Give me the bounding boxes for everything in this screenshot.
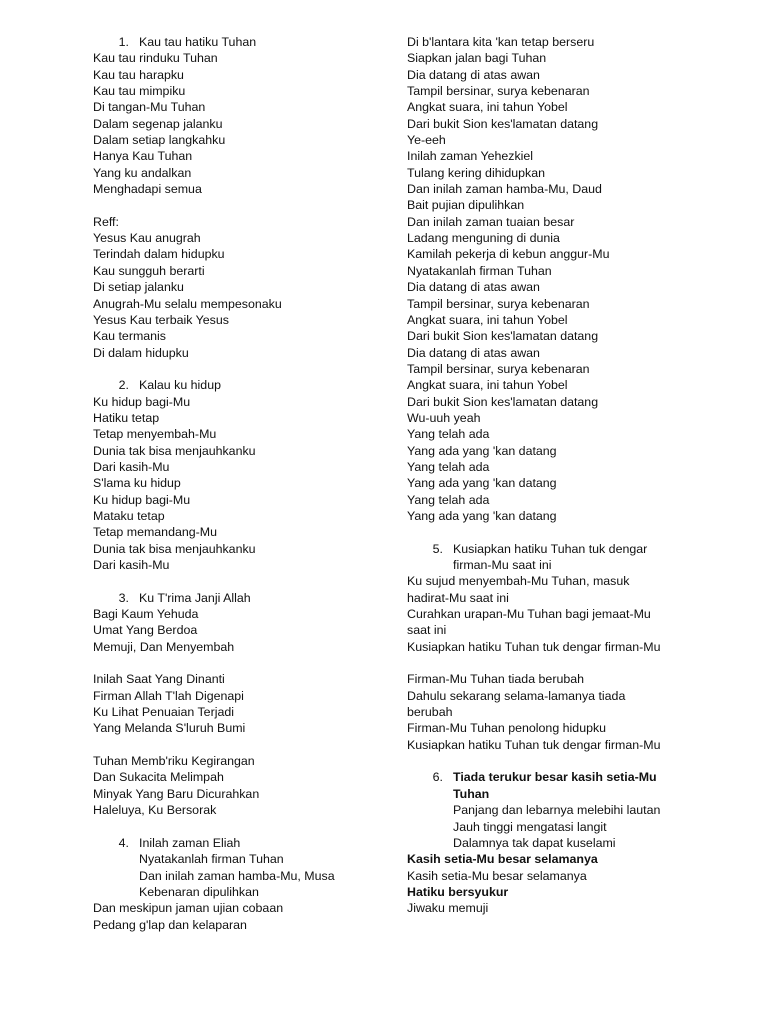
lyric-line: Tetap memandang-Mu	[93, 525, 217, 540]
lyric-line: Yang Melanda S'luruh Bumi	[93, 721, 246, 736]
lyric-line: Dunia tak bisa menjauhkanku	[93, 541, 256, 556]
lyric-line: Siapkan jalan bagi Tuhan	[407, 51, 547, 66]
song-title: Inilah zaman Eliah	[139, 835, 241, 850]
lyric-line: Wu-uuh yeah	[407, 410, 481, 425]
lyric-line: Ku sujud menyembah-Mu Tuhan, masuk	[407, 574, 630, 589]
lyric-line: Yang telah ada	[407, 492, 490, 507]
chorus-line: Hatiku bersyukur	[407, 884, 509, 899]
lyric-line: Memuji, Dan Menyembah	[93, 639, 235, 654]
lyric-line: Yang telah ada	[407, 459, 490, 474]
chorus-line: Kasih setia-Mu besar selamanya	[407, 852, 598, 867]
lyric-line: Dari bukit Sion kes'lamatan datang	[407, 116, 599, 131]
lyric-line: Tampil bersinar, surya kebenaran	[407, 361, 590, 376]
song-title: Kalau ku hidup	[139, 378, 221, 393]
song-number: 5.	[432, 541, 443, 556]
song-title: Kusiapkan hatiku Tuhan tuk dengar	[453, 541, 648, 556]
song-title: Ku T'rima Janji Allah	[139, 590, 251, 605]
song-number: 1.	[118, 35, 129, 49]
lyric-line: saat ini	[407, 623, 447, 638]
lyric-line: S'lama ku hidup	[93, 476, 181, 491]
lyric-line: Tulang kering dihidupkan	[407, 165, 545, 180]
song-2-heading	[93, 377, 393, 393]
lyric-line: Firman-Mu Tuhan penolong hidupku	[407, 721, 607, 736]
song-number: 6.	[432, 770, 443, 785]
lyric-line: Panjang dan lebarnya melebihi lautan	[453, 803, 661, 818]
lyric-line: Ye-eeh	[407, 133, 446, 148]
lyric-line: Yang ku andalkan	[93, 165, 192, 180]
lyric-line: Inilah zaman Yehezkiel	[407, 149, 534, 164]
lyric-line: Dalamnya tak dapat kuselami	[453, 835, 616, 850]
lyric-line: Firman Allah T'lah Digenapi	[93, 688, 244, 703]
song-5-heading	[407, 541, 707, 557]
lyric-line: Hatiku tetap	[93, 410, 160, 425]
lyric-line: Terindah dalam hidupku	[93, 247, 225, 262]
lyric-line: Dari kasih-Mu	[93, 459, 170, 474]
lyric-line: Yang telah ada	[407, 427, 490, 442]
lyric-line: Dia datang di atas awan	[407, 280, 540, 295]
lyric-line: Kusiapkan hatiku Tuhan tuk dengar firman-Mu	[407, 639, 661, 654]
song-1-heading	[93, 34, 393, 50]
lyric-line: Jauh tinggi mengatasi langit	[453, 819, 607, 834]
lyric-line: Ku hidup bagi-Mu	[93, 492, 191, 507]
song-number: 2.	[118, 378, 129, 393]
lyric-line: Firman-Mu Tuhan tiada berubah	[407, 672, 585, 687]
chorus-line: Kasih setia-Mu besar selamanya	[407, 868, 587, 883]
lyric-line: Angkat suara, ini tahun Yobel	[407, 100, 568, 115]
lyric-line: Angkat suara, ini tahun Yobel	[407, 378, 568, 393]
lyric-line: Bait pujian dipulihkan	[407, 198, 525, 213]
lyric-line: Menghadapi semua	[93, 182, 202, 197]
lyric-line: Kau tau harapku	[93, 67, 184, 82]
lyric-line: Di tangan-Mu Tuhan	[93, 100, 206, 115]
lyric-line: Kau tau mimpiku	[93, 84, 186, 99]
left-column	[93, 34, 393, 933]
song-number: 3.	[118, 590, 129, 605]
lyric-line: Angkat suara, ini tahun Yobel	[407, 312, 568, 327]
lyric-line: Kau sungguh berarti	[93, 263, 205, 278]
lyric-line: Inilah Saat Yang Dinanti	[93, 672, 225, 687]
lyric-line: Di b'lantara kita 'kan tetap berseru	[407, 35, 595, 49]
song-3-heading	[93, 590, 393, 606]
lyric-line: Pedang g'lap dan kelaparan	[93, 917, 247, 932]
lyric-line: Anugrah-Mu selalu mempesonaku	[93, 296, 282, 311]
lyric-line: Dan Sukacita Melimpah	[93, 770, 224, 785]
lyric-line: Kamilah pekerja di kebun anggur-Mu	[407, 247, 610, 262]
lyric-line: Dan inilah zaman hamba-Mu, Daud	[407, 182, 602, 197]
lyric-line: berubah	[407, 705, 453, 720]
song-title: Kau tau hatiku Tuhan	[139, 35, 257, 49]
lyric-line: Curahkan urapan-Mu Tuhan bagi jemaat-Mu	[407, 607, 651, 622]
lyric-line: Ladang menguning di dunia	[407, 231, 560, 246]
lyric-line: Kusiapkan hatiku Tuhan tuk dengar firman-Mu	[407, 737, 661, 752]
lyric-line: Kau tau rinduku Tuhan	[93, 51, 218, 66]
lyric-line: Minyak Yang Baru Dicurahkan	[93, 786, 260, 801]
song-title-continued: firman-Mu saat ini	[453, 558, 552, 572]
song-title: Tiada terukur besar kasih setia-Mu	[453, 770, 657, 785]
song-6-heading	[407, 769, 707, 785]
lyric-line: Dari kasih-Mu	[93, 558, 170, 572]
lyric-line: Tuhan Memb'riku Kegirangan	[93, 754, 255, 769]
lyric-line: hadirat-Mu saat ini	[407, 590, 509, 605]
lyric-line: Umat Yang Berdoa	[93, 623, 198, 638]
lyric-line: Dunia tak bisa menjauhkanku	[93, 443, 256, 458]
lyric-line: Haleluya, Ku Bersorak	[93, 803, 217, 818]
lyric-line: Yang ada yang 'kan datang	[407, 443, 557, 458]
lyric-line: Tampil bersinar, surya kebenaran	[407, 84, 590, 99]
lyric-line: Mataku tetap	[93, 508, 165, 523]
lyric-line: Dalam setiap langkahku	[93, 133, 226, 148]
lyric-line: Kebenaran dipulihkan	[139, 884, 259, 899]
lyric-line: Kau termanis	[93, 329, 167, 344]
lyric-line: Di dalam hidupku	[93, 345, 189, 360]
lyric-line: Dahulu sekarang selama-lamanya tiada	[407, 688, 626, 703]
reff-label: Reff:	[93, 214, 119, 229]
lyric-line: Dia datang di atas awan	[407, 345, 540, 360]
lyric-line: Dan inilah zaman hamba-Mu, Musa	[139, 868, 335, 883]
song-title-continued: Tuhan	[453, 786, 490, 801]
lyric-line: Di setiap jalanku	[93, 280, 184, 295]
lyric-line: Nyatakanlah firman Tuhan	[407, 263, 552, 278]
lyric-line: Tampil bersinar, surya kebenaran	[407, 296, 590, 311]
lyric-line: Dan meskipun jaman ujian cobaan	[93, 901, 284, 916]
lyric-line: Yang ada yang 'kan datang	[407, 476, 557, 491]
lyric-line: Yesus Kau terbaik Yesus	[93, 312, 229, 327]
song-number: 4.	[118, 835, 129, 850]
lyric-line: Hanya Kau Tuhan	[93, 149, 193, 164]
lyric-line: Ku hidup bagi-Mu	[93, 394, 191, 409]
lyric-line: Dalam segenap jalanku	[93, 116, 223, 131]
lyric-line: Dari bukit Sion kes'lamatan datang	[407, 394, 599, 409]
song-4-heading	[93, 835, 393, 851]
chorus-line: Jiwaku memuji	[407, 901, 489, 916]
lyric-line: Dan inilah zaman tuaian besar	[407, 214, 575, 229]
right-column	[407, 34, 707, 917]
lyric-line: Nyatakanlah firman Tuhan	[139, 852, 284, 867]
lyric-line: Dari bukit Sion kes'lamatan datang	[407, 329, 599, 344]
lyric-line: Yang ada yang 'kan datang	[407, 508, 557, 523]
lyric-line: Bagi Kaum Yehuda	[93, 607, 199, 622]
lyric-line: Yesus Kau anugrah	[93, 231, 201, 246]
lyric-line: Ku Lihat Penuaian Terjadi	[93, 705, 234, 720]
lyric-line: Dia datang di atas awan	[407, 67, 540, 82]
lyric-line: Tetap menyembah-Mu	[93, 427, 217, 442]
